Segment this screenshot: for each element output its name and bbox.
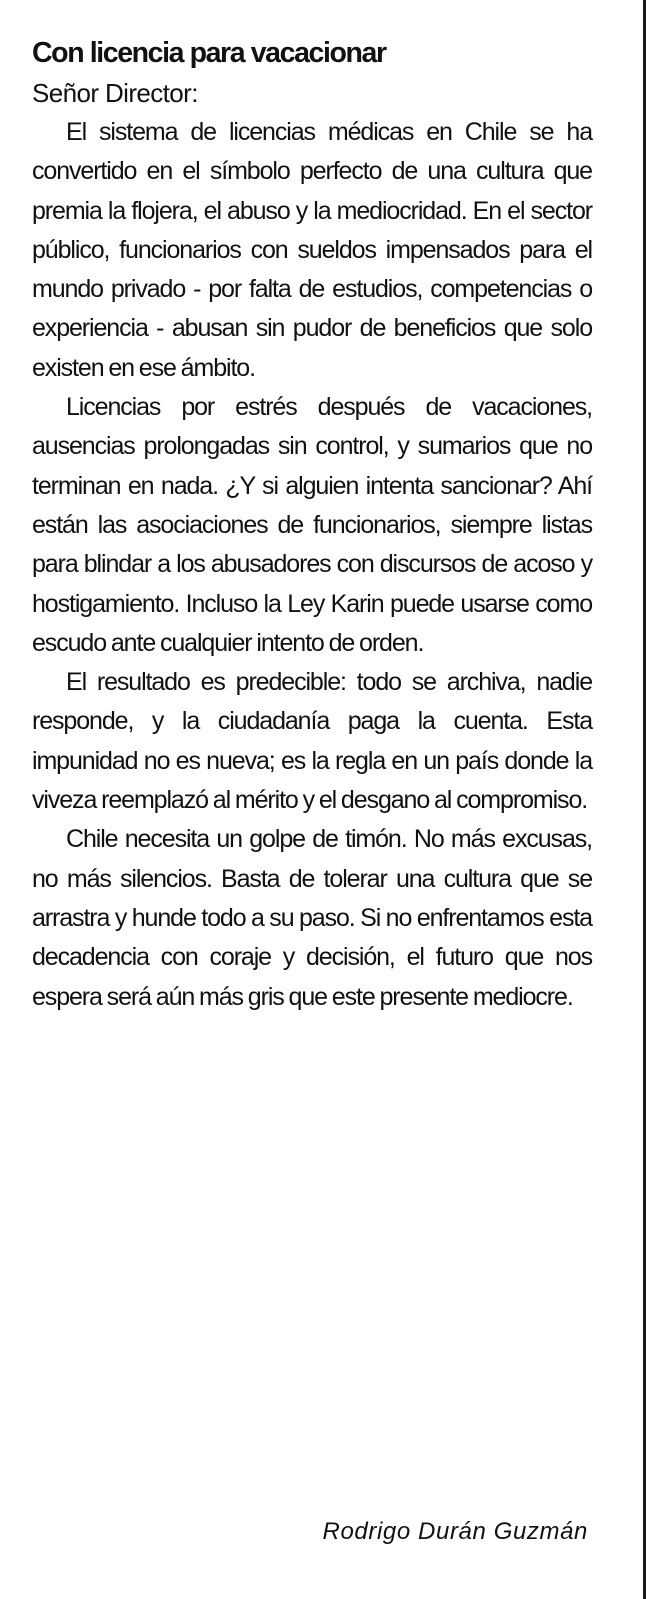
letter-to-editor: [32, 33, 592, 1017]
letter-paragraph-4: Chile necesita un golpe de timón. No más excusas, no más silencios. Basta de tolerar una cultura que se arrastra y hunde todo a su paso. Si no enfrentamos esta decadencia con coraje y decisión, el futuro que nos espera será aún más gris que este presente mediocre.: [32, 825, 592, 1011]
letter-paragraph-1: El sistema de licencias médicas en Chile se ha convertido en el símbolo perfecto de una cultura que premia la flojera, el abuso y la mediocridad. En el sector público, funcionarios con sueldos impensados para el mundo privado - por falta de estudios, competencias o experiencia - abusan sin pudor de beneficios que solo existen en ese ámbito.: [32, 118, 592, 382]
letter-salutation: Señor Director:: [32, 78, 198, 108]
letter-headline: Con licencia para vacacionar: [32, 37, 386, 69]
letter-paragraph-2: Licencias por estrés después de vacaciones, ausencias prolongadas sin control, y sumarios que no terminan en nada. ¿Y si alguien intenta sancionar? Ahí están las asociaciones de funcionarios, siempre listas para blindar a los abusadores con discursos de acoso y hostigamiento. Incluso la Ley Karin puede usarse como escudo ante cualquier intento de orden.: [32, 393, 592, 657]
column-divider: [643, 0, 646, 1599]
letter-paragraph-3: El resultado es predecible: todo se archiva, nadie responde, y la ciudadanía paga la cuenta. Esta impunidad no es nueva; es la regla en un país donde la viveza reemplazó al mérito y el desgano al compromiso.: [32, 668, 592, 815]
letter-signature: Rodrigo Durán Guzmán: [322, 1518, 588, 1545]
